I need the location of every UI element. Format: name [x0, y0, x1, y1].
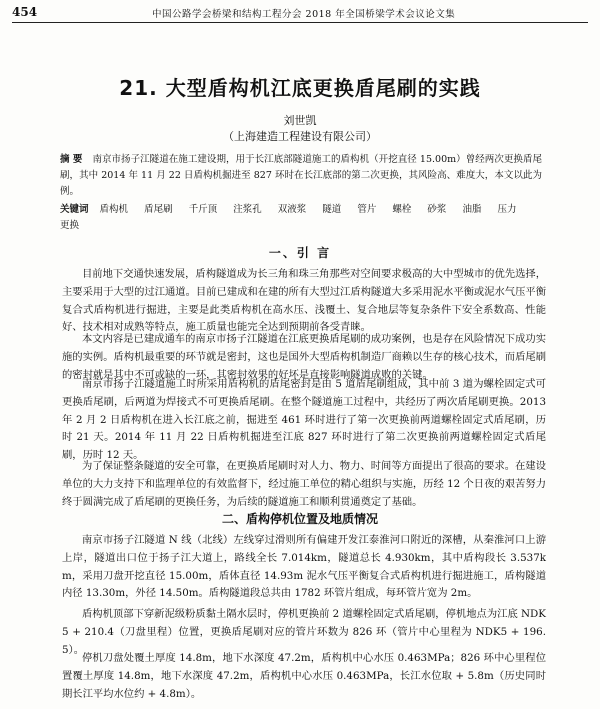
section-heading-location-geology: 二、盾构停机位置及地质情况 [221, 512, 378, 526]
running-header [12, 4, 588, 23]
keyword: 双液浆 [277, 204, 307, 215]
keyword: 盾尾刷 [144, 204, 173, 215]
keyword: 隧道 [322, 204, 342, 215]
keywords [60, 202, 542, 234]
paper-title: 21. 大型盾构机江底更换盾尾刷的实践 [119, 76, 481, 100]
keyword: 千斤顶 [188, 204, 218, 215]
body-paragraph: 本文内容是已建成通车的南京市扬子江隧道在江底更换盾尾刷的成功案例，也是存在风险情况下成功实施的实例。盾构机最重要的环节就是密封，这也是国外大型盾构机制造厂商赖以生存的核心技术，而盾尾刷的密封就是其中不可或缺的一环，其密封效果的好坏是直接影响隧道成败的关键。 [62, 333, 546, 381]
keyword: 压力 [497, 204, 517, 215]
keyword: 管片 [357, 204, 377, 215]
author-name: 刘世凯 [283, 114, 317, 127]
abstract-text: 南京市扬子江隧道在施工建设期，用于长江底部隧道施工的盾构机（开挖直径 15.00m）曾经两次更换盾尾刷，其中 2014 年 11 月 22 日盾构机掘进至 827 环时在长江底部的第二次更换，其风险高、难度大，本文以此为例。 [60, 154, 542, 197]
keyword: 注浆孔 [233, 204, 262, 215]
keyword: 砂浆 [427, 204, 447, 215]
body-paragraph: 盾构机顶部下穿新泥级粉质黏土隔水层时，停机更换前 2 道螺栓固定式盾尾刷，停机地点为江底 NDK5 + 210.4（刀盘里程）位置，更换盾尾刷对应的管片环数为 826 环（管片中心里程为 NDK5 + 196.5）。 [62, 608, 546, 656]
page-number: 454 [12, 5, 38, 19]
keyword: 油脂 [462, 204, 482, 215]
body-paragraph: 停机刀盘处覆土厚度 14.8m，地下水深度 47.2m，盾构机中心水压 0.463MPa；826 环中心里程位置覆土厚度 14.8m，地下水深度 47.2m，盾构机中心水压 0.463MPa，长江水位取 + 5.8m（历史同时期长江平均水位约 + 4.8m）。 [62, 652, 546, 700]
body-paragraph: 目前地下交通快速发展，盾构隧道成为长三角和珠三角那些对空间要求极高的大中型城市的优先选择，主要采用于大型的过江通道。目前已建成和在建的所有大型过江盾构隧道大多采用泥水平衡或泥水气压平衡复合式盾构机进行掘进，主要是此类盾构机在高水压、浅覆土、复合地层等复杂条件下安全系数高、性能好、技术相对成熟等特点，施工质量也能完全达到预期前各受青睐。 [62, 268, 546, 334]
abstract [60, 152, 542, 200]
body-paragraph: 为了保证整条隧道的安全可靠，在更换盾尾刷时对人力、物力、时间等方面提出了很高的要求。在建设单位的大力支持下和监理单位的有效监督下，经过施工单位的精心组织与实施，历经 12 个日夜的艰苦努力终于圆满完成了盾尾刷的更换任务，为后续的隧道施工和顺利贯通奠定了基础。 [62, 460, 546, 508]
author-affiliation: （上海建造工程建设有限公司） [223, 130, 377, 143]
abstract-label: 摘 要 [60, 154, 83, 165]
body-paragraph: 南京市扬子江隧道施工时所采用盾构机的盾尾密封是由 5 道盾尾刷组成，其中前 3 道为螺栓固定式可更换盾尾刷，后两道为焊接式不可更换盾尾刷。在整个隧道施工过程中，共经历了两次盾尾刷更换。2013 年 2 月 2 日盾构机在进入长江底之前，掘进至 461 环时进行了第一次更换前两道螺栓固定式盾尾刷，历时 21 天。2014 年 11 月 22 日盾构机掘进至江底 827 环时进行了第二次更换前两道螺栓固定式盾尾刷，历时 12 天。 [62, 378, 546, 462]
keyword: 更换 [60, 220, 80, 231]
keywords-label: 关键词 [60, 204, 89, 215]
keyword: 盾构机 [99, 204, 129, 215]
keyword: 螺栓 [392, 204, 412, 215]
section-heading-introduction: 一、引 言 [268, 246, 332, 260]
journal-name: 中国公路学会桥梁和结构工程分会 2018 年全国桥梁学术会议论文集 [152, 9, 456, 20]
body-paragraph: 南京市扬子江隧道 N 线（北线）左线穿过滑则所有偏建开发江泰淮河口附近的深槽，从秦淮河口上游上岸，隧道出口位于扬子江大道上，路线全长 7.014km，隧道总长 4.930km，其中盾构段长 3.537km，采用刀盘开挖直径 15.00m，盾体直径 14.93m 泥水气压平衡复合式盾构机进行掘进施工，盾构隧道内径 13.30m，外径 14.50m。盾构隧道段总共由 1782 环管片组成，每环管片宽为 2m。 [62, 534, 546, 600]
